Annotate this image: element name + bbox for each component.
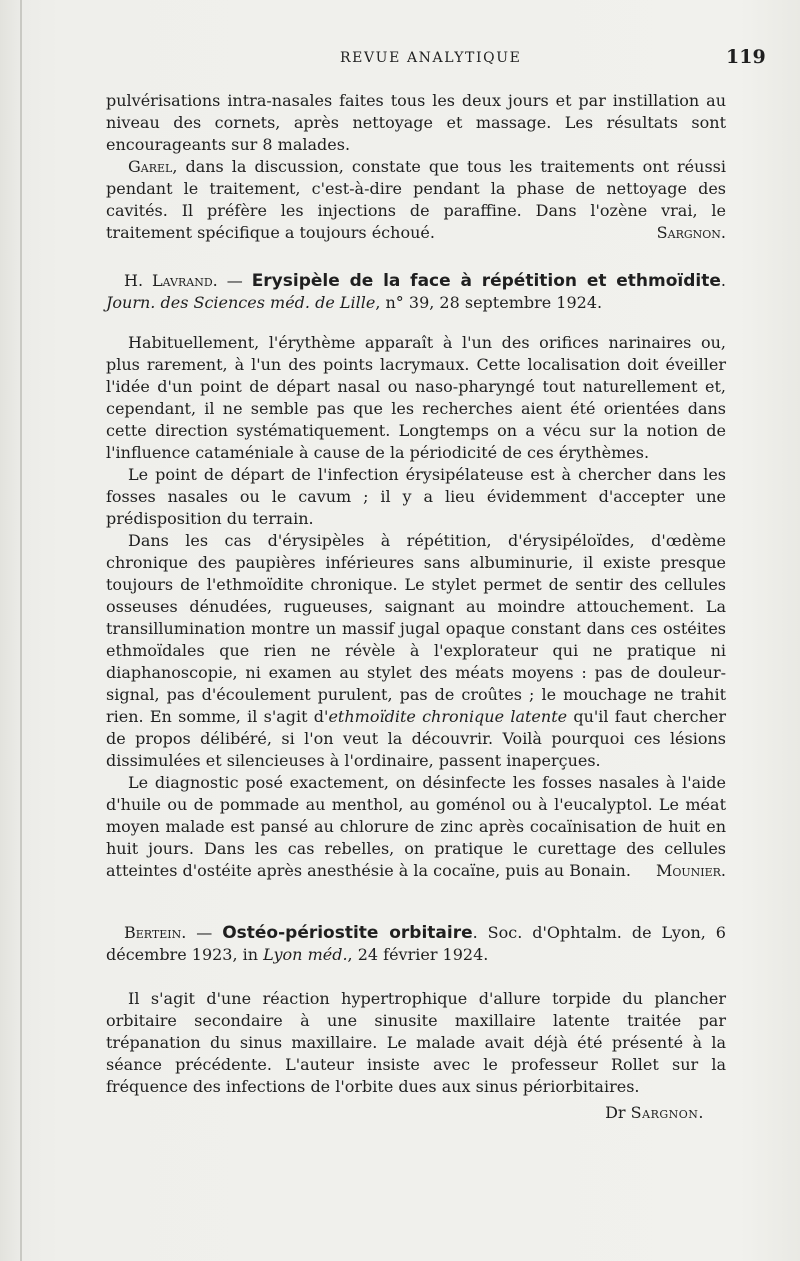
article-1-paragraph-2: Le point de départ de l'infection érysipélateuse est à chercher dans les fosses nasales ou le cavum ; il y a lieu évidemment d'accepter une prédisposition du terrain.: [106, 465, 726, 528]
article-2-dash: . —: [181, 923, 223, 942]
running-head: REVUE ANALYTIQUE: [340, 50, 522, 66]
prev-article-paragraph: pulvérisations intra-nasales faites tous les deux jours et par instillation au niveau des cornets, après nettoyage et massage. Les résultats sont encourageants sur 8 malades.: [106, 91, 726, 154]
prev-article-signature: Sargnon.: [656, 223, 726, 242]
article-1-emphasis: ethmoïdite chronique latente: [328, 707, 568, 726]
page-header: [0, 46, 800, 72]
article-2-signature: Sargnon.: [630, 1103, 704, 1122]
signature-title: Dr: [605, 1103, 626, 1122]
article-1-p3-text-b: qu'il faut chercher de propos délibéré, si l'on veut la découvrir. Voilà pourquoi ces lésions dissimulées et silencieuses à l'ordinaire, passent inaperçues.: [106, 707, 727, 770]
discussant-name: Garel: [128, 157, 173, 176]
article-2-journal: Lyon méd.: [263, 945, 348, 964]
article-1-author: H. Lavrand: [124, 271, 213, 290]
article-2-author: Bertein: [124, 923, 182, 942]
discussion-text: , dans la discussion, constate que tous les traitements ont réussi pendant le traitement, c'est-à-dire pendant la phase de nettoyage des cavités. Il préfère les injections de paraffine. Dans l'ozène vrai, le traitement spécifique a toujours échoué.: [106, 157, 726, 242]
article-1-paragraph-1: Habituellement, l'érythème apparaît à l'un des orifices narinaires ou, plus rarement, à l'un des points lacrymaux. Cette localisation doit éveiller l'idée d'un point de départ nasal ou naso-pharyngé tout naturellement et, cependant, il ne semble pas que les recherches aient été orientées dans cette direction systématiquement. Longtemps on a vécu sur la notion de l'influence cataméniale à cause de la périodicité de ces érythèmes.: [106, 333, 726, 462]
article-1-p4-text: Le diagnostic posé exactement, on désinfecte les fosses nasales à l'aide d'huile ou de pommade au menthol, au goménol ou à l'eucalyptol. Le méat moyen malade est pansé au chlorure de zinc après cocaïnisation de huit en huit jours. Dans les cas rebelles, on pratique le curettage des cellules atteintes d'ostéite après anesthésie à la cocaïne, puis au Bonain.: [106, 773, 726, 880]
article-1-p3-text-a: Dans les cas d'érysipèles à répétition, d'érysipéloïdes, d'œdème chronique des paupières inférieures sans albuminurie, il existe presque toujours de l'ethmoïdite chronique. Le stylet permet de sentir des cellules osseuses dénudées, rugueuses, saignant au moindre attouchement. La transillumination montre un massif jugal opaque constant dans ces ostéites ethmoïdales que rien ne révèle à l'explorateur qui ne pratique ni diaphanoscopie, ni examen au stylet des méats moyens : pas de douleur-signal, pas d'écoulement purulent, pas de croûtes ; le mouchage ne trahit rien. En somme, il s'agit d': [106, 531, 726, 726]
article-1-journal: Journ. des Sciences méd. de Lille: [106, 293, 376, 312]
article-2-paragraph-1: Il s'agit d'une réaction hypertrophique d'allure torpide du plancher orbitaire secondaire à une sinusite maxillaire latente traitée par trépanation du sinus maxillaire. Le malade avait déjà été présenté à la séance précédente. L'auteur insiste avec le professeur Rollet sur la fréquence des infections de l'orbite dues aux sinus périorbitaires.: [106, 989, 726, 1096]
article-1-dash: . —: [212, 271, 252, 290]
article-1-citation: , n° 39, 28 septembre 1924.: [375, 293, 603, 312]
article-2-citation-a: . Soc. d'Ophtalm. de Lyon, 6 décembre 1923, in: [106, 923, 726, 964]
article-2-title: Ostéo-périostite orbitaire: [222, 923, 473, 943]
article-1-paragraph-4: [106, 772, 726, 882]
article-1-paragraph-3: [106, 530, 726, 772]
article-1-title: Erysipèle de la face à répétition et ethmoïdite: [251, 271, 721, 291]
page-number: 119: [726, 46, 766, 68]
binding-gutter: [20, 0, 22, 1261]
article-1-dot: .: [720, 271, 727, 290]
article-2-citation-b: , 24 février 1924.: [347, 945, 489, 964]
article-1-heading: [106, 270, 726, 314]
page-body: [106, 90, 726, 1124]
article-2-heading: [106, 922, 726, 966]
article-2-signature-line: [106, 1102, 726, 1124]
prev-article-discussion: [106, 156, 726, 244]
article-1-signature: Mounier.: [655, 861, 726, 880]
